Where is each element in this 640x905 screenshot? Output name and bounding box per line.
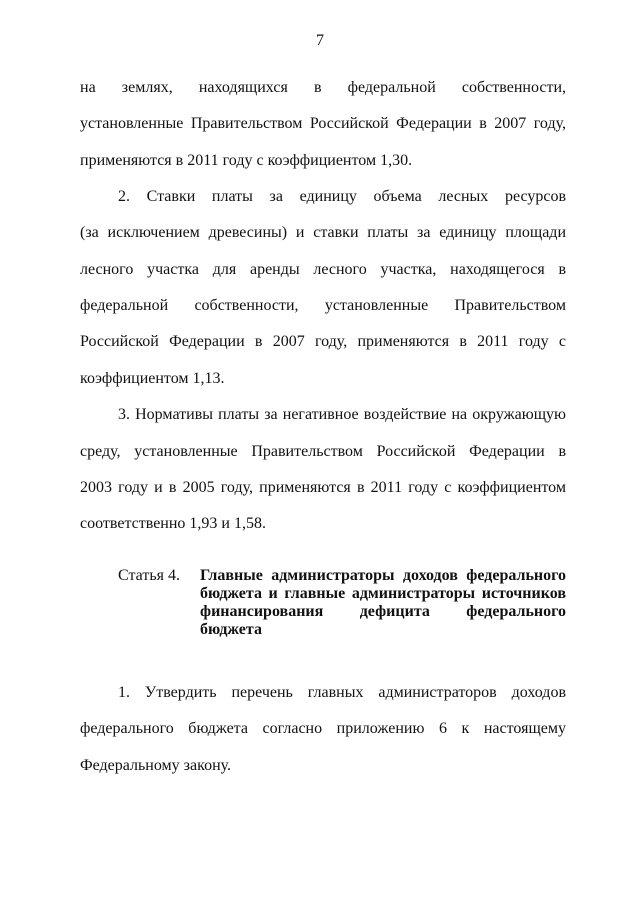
text-line: 2003 году и в 2005 году, применяются в 2011 году с коэффициентом (80, 479, 566, 496)
text-line: установленные Правительством Российской Федерации в 2007 году, (80, 115, 566, 132)
text-line: применяются в 2011 году с коэффициентом 1,30. (80, 152, 413, 169)
text-line: Федеральному закону. (80, 757, 232, 774)
article-title-line: бюджета (200, 621, 262, 638)
text-line: 3. Нормативы платы за негативное воздействие на окружающую (118, 406, 566, 423)
page-number: 7 (316, 32, 324, 49)
text-line: лесного участка для аренды лесного участка, находящегося в (80, 261, 566, 278)
text-line: коэффициентом 1,13. (80, 370, 225, 387)
text-line: федеральной собственности, установленные Правительством (80, 297, 566, 314)
text-line: федерального бюджета согласно приложению 6 к настоящему (80, 720, 566, 737)
article-title-line: бюджета и главные администраторы источников (200, 585, 566, 602)
text-line: среду, установленные Правительством Российской Федерации в (80, 443, 566, 460)
text-line: 1. Утвердить перечень главных администраторов доходов (118, 684, 566, 701)
article-label: Статья 4. (118, 567, 180, 584)
article-title-line: Главные администраторы доходов федерального (200, 567, 566, 584)
text-line: соответственно 1,93 и 1,58. (80, 515, 266, 532)
text-line: (за исключением древесины) и ставки платы за единицу площади (80, 224, 566, 241)
text-line: на землях, находящихся в федеральной собственности, (80, 79, 566, 96)
article-title-line: финансирования дефицита федерального (200, 603, 566, 620)
article-title (200, 567, 566, 639)
text-line: 2. Ставки платы за единицу объема лесных ресурсов (118, 188, 566, 205)
text-line: Российской Федерации в 2007 году, применяются в 2011 году с (80, 333, 566, 350)
